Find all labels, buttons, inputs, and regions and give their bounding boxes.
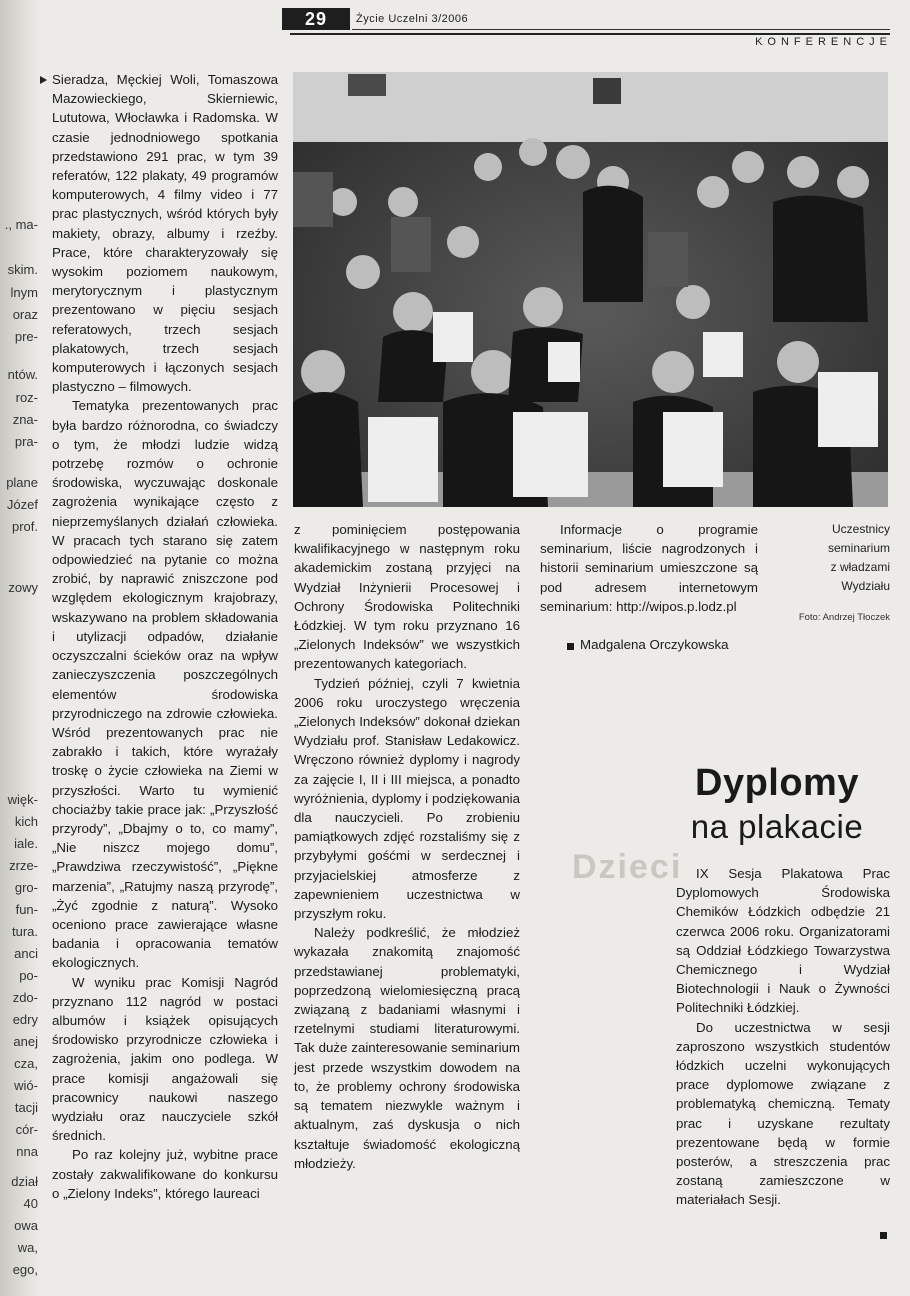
article-column-3 [540,520,758,616]
gutter-text-fragment: wió- [14,1078,38,1093]
gutter-text-fragment: tura. [11,924,38,939]
gutter-text-fragment: wa, [17,1240,38,1255]
photo-image [293,72,888,507]
box-title-line-1: Dyplomy [695,762,859,804]
paragraph: Należy podkreślić, że młodzież wykazała znakomitą znajomość przedstawianej problematyki, poprzedzoną wielomiesięczną pracą związaną z badaniami własnymi i rzetelnymi studiami literaturowymi. Tak duże zainteresowanie seminarium jest przede wszystkim dowodem na to, że problemy ochrony środowiska są tematem niezwykle ważnym i aktualnym, zaś dyskusja o nich kształtuje świadomość ekologiczną młodzieży. [294,925,520,1171]
author-signature: Madgalena Orczykowska [580,637,729,652]
paragraph: Sieradza, Męckiej Woli, Tomaszowa Mazowieckiego, Skierniewic, Lututowa, Włocławka i Radomska. W czasie jednodniowego spotkania przedstawiono 291 prac, w tym 39 referatów, 122 plakaty, 49 programów komputerowych, 4 filmy video i 77 prac plastycznych, wśród których były makiety, obrazy, albumy i rzeźby. Prace, które charakteryzowały się wysokim poziomem naukowym, merytorycznym i plastycznym prezentowano w pięciu sesjach referatowych, trzech sesjach plakatowych, trzech sesjach komputerowych i łączonych sesjach plastyczno – filmowych. [52,72,278,395]
section-rule [290,33,890,35]
gutter-text-fragment: kich [14,814,38,829]
photo-caption [790,520,890,596]
continuation-arrow-icon [40,76,47,84]
gutter-text-fragment: fun- [15,902,38,917]
paragraph: Tydzień później, czyli 7 kwietnia 2006 roku uroczystego wręczenia „Zielonych Indeksów” dokonał dziekan Wydziału prof. Stanisław Ledakowicz. Wręczono również dyplomy i nagrody za zajęcie I, II i III miejsca, a ponadto wyróżnienia, dyplomy i podziękowania dla nauczycieli. Po zrobieniu pamiątkowych zdjęć rozstaliśmy się z przybyłymi gośćmi w serdecznej i przyjacielskiej atmosferze z zapewnieniem uczestnictwa w przyszłym roku. [294,675,520,922]
gutter-text-fragment: gro- [14,880,38,895]
photo-credit: Foto: Andrzej Tłoczek [798,612,890,623]
caption-line: Uczestnicy [831,522,890,536]
header-rule [352,29,890,30]
gutter-text-fragment: zdo- [12,990,38,1005]
end-square-icon [880,1232,887,1239]
paragraph: IX Sesja Plakatowa Prac Dyplomowych Środowiska Chemików Łódzkich odbędzie 21 czerwca 2006 roku. Organizatorami są Oddział Łódzkiego Towarzystwa Chemicznego i Wydział Biotechnologii i Nauk o Żywności Politechniki Łódzkiej. [676,866,890,1016]
paragraph: W wyniku prac Komisji Nagród przyznano 112 nagród w postaci albumów i książek opisujących środowisko przyrodnicze człowieka i zagrożenia, jakim ono podlega. W prace komisji angażowali się pracownicy naukowi naszego wydziału oraz nauczyciele szkół średnich. [52,974,278,1144]
gutter-text-fragment: nna [16,1144,38,1159]
gutter-text-fragment: zrze- [9,858,38,873]
paragraph: Do uczestnictwa w sesji zaproszono wszystkich studentów łódzkich uczelni wykonujących prace dyplomowe związane z problematyką chemiczną. Tematy prac i uzyskane rezultaty prezentowane będą w formie posterów, a streszczenia prac zostaną zamieszczone w materiałach Sesji. [676,1019,890,1208]
journal-title: Życie Uczelni 3/2006 [356,13,469,25]
gutter-text-fragment: zowy [8,580,38,595]
gutter-text-fragment: dział [11,1174,38,1189]
gutter-text-fragment: roz- [15,390,38,405]
gutter-text-fragment: więk- [7,792,38,807]
gutter-text-fragment: pra- [14,434,38,449]
article-column-2 [294,520,520,1173]
gutter-text-fragment: prof. [11,519,38,534]
end-square-icon [567,643,574,650]
gutter-text-fragment: cór- [15,1122,38,1137]
gutter-text-fragment: anci [14,946,38,961]
caption-line: z władzami [830,560,890,574]
gutter-text-fragment: po- [19,968,38,983]
gutter-text-fragment: edry [12,1012,38,1027]
gutter-text-fragment: anej [13,1034,38,1049]
paragraph: Informacje o programie seminarium, liście nagrodzonych i historii seminarium umieszczone są pod adresem internetowym seminarium: http://wipos.p.lodz.pl [540,522,758,614]
gutter-text-fragment: plane [6,475,38,490]
gutter-text-fragment: oraz [12,307,38,322]
gutter-text-fragment: iale. [14,836,38,851]
article-column-1 [52,70,278,1203]
gutter-text-fragment: ego, [12,1262,38,1277]
group-photo [293,72,888,507]
gutter-text-fragment: skim. [7,262,38,277]
paragraph: z pominięciem postępowania kwalifikacyjnego w następnym roku akademickim zostaną przyjęci na Wydział Inżynierii Procesowej i Ochrony Środowiska Politechniki Łódzkiej. W tym roku przyznano 16 „Zielonych Indeksów” we wszystkich prezentowanych kategoriach. [294,522,520,672]
paragraph: Tematyka prezentowanych prac była bardzo różnorodna, co świadczy o tym, że młodzi ludzie widzą potrzebę rozmów o ochronie środowiska, wyczuwając doskonale zagrożenia wynikające często z nieprzemyślanych działań człowieka. W pracach tych starano się zatem odpowiedzieć na pytanie co można zrobić, by naprawić zniszczone pod względem ekologicznym krajobrazy, wskazywano na problem składowania i utylizacji odpadów, działanie oczyszczalni ścieków oraz na wpływ zanieczyszczenia poszczególnych elementów środowiska przyrodniczego na zdrowie człowieka. Wśród prezentowanych prac nie zabrakło i takich, które wyrażały troskę o życie człowieka na Ziemi w przyszłości. Warto tu wymienić chociażby takie prace jak: „Przyszłość przyrody”, „Dbajmy o to, co mamy”, „Nie niszcz mojego domu”, „Prawdziwa rzeczywistość”, „Piękne marzenia”, „Ratujmy naszą przyrodę”, „Żyć zgodnie z naturą”. Wysoko oceniono prace zawierające własne badania i opracowania tematów ekologicznych. [52,398,278,971]
gutter-text-fragment: cza, [14,1056,38,1071]
gutter-text-fragment: ., ma- [4,217,38,232]
page-number: 29 [304,9,328,29]
gutter-text-fragment: pre- [14,329,38,344]
caption-line: seminarium [827,541,890,555]
gutter-text-fragment: ntów. [7,367,38,382]
gutter-text-fragment: Józef [6,497,38,512]
section-label: KONFERENCJE [755,36,892,48]
gutter-text-fragment: owa [14,1218,38,1233]
gutter-text-fragment: lnym [10,285,38,300]
gutter-text-fragment: 40 [23,1196,38,1211]
gutter-text-fragment: tacji [14,1100,38,1115]
show-through-heading: Dzieci [572,848,683,886]
box-article-column [676,864,890,1210]
caption-line: Wydziału [841,579,890,593]
paragraph: Po raz kolejny już, wybitne prace zostały zakwalifikowane do konkursu o „Zielony Indeks”, którego laureaci [52,1147,278,1201]
box-title-line-2: na plakacie [690,808,864,845]
adjacent-page-gutter [0,0,40,1296]
gutter-text-fragment: zna- [12,412,38,427]
